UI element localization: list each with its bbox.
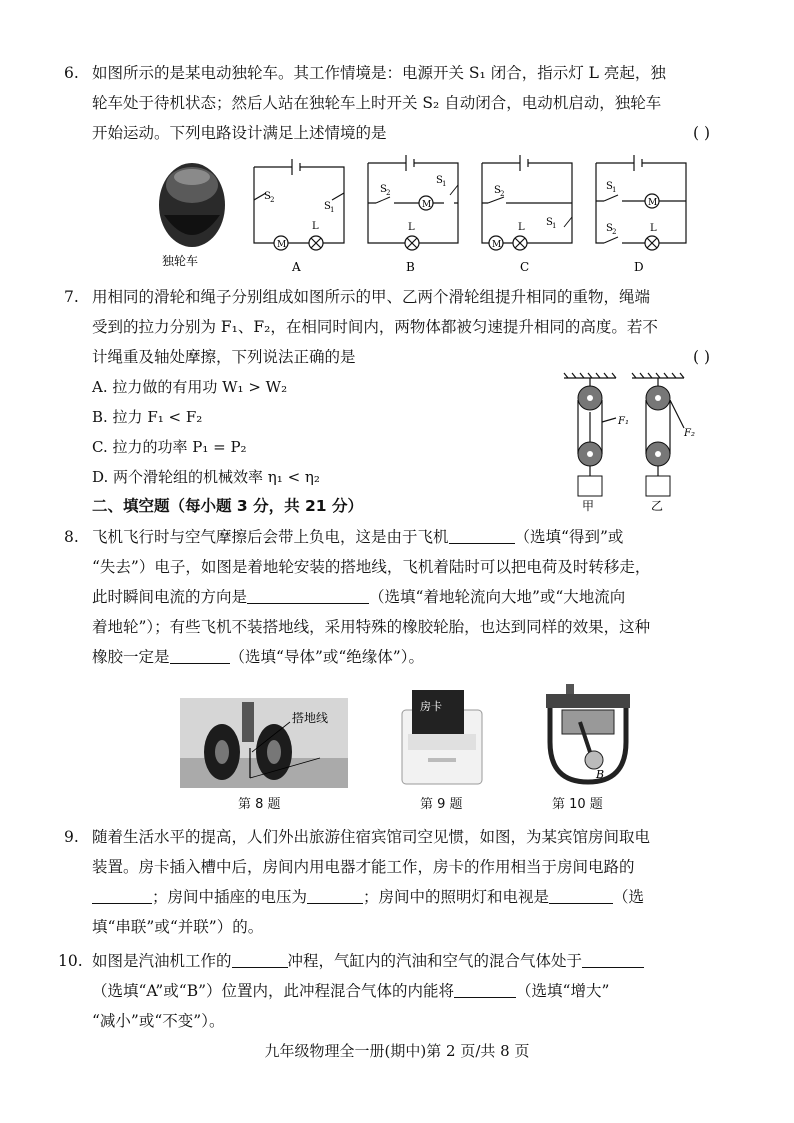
svg-text:S: S [380, 184, 387, 195]
circuit-b [360, 155, 465, 275]
svg-text:S: S [494, 185, 501, 196]
ground-wire-label: 搭地线 [292, 711, 329, 725]
section-heading: 二、填空题（每小题 3 分，共 21 分） [92, 497, 363, 515]
unicycle-photo [150, 155, 240, 270]
svg-text:M: M [492, 240, 502, 250]
svg-text:S: S [606, 181, 613, 192]
svg-text:M: M [422, 200, 432, 210]
page-footer: 九年级物理全一册(期中)第 2 页/共 8 页 [264, 1042, 530, 1060]
question-text-line: 填“串联”或“并联”）的。 [92, 918, 264, 936]
answer-blank[interactable] [170, 645, 230, 664]
question-text-line: 受到的拉力分别为 F₁、F₂，在相同时间内，两物体都被匀速提升相同的高度。若不 [92, 318, 658, 336]
option-label: C [520, 260, 530, 274]
svg-text:S: S [264, 191, 271, 202]
question-text-line: 用相同的滑轮和绳子分别组成如图所示的甲、乙两个滑轮组提升相同的重物，绳端 [92, 288, 651, 306]
question-number: 10. [58, 952, 83, 970]
force-label: F₂ [684, 428, 695, 439]
svg-text:2: 2 [270, 196, 275, 204]
svg-text:1: 1 [442, 180, 447, 188]
figure-label: 乙 [651, 499, 664, 512]
answer-blank[interactable] [232, 949, 288, 968]
question-number: 7. [64, 288, 79, 306]
svg-text:L: L [312, 221, 319, 232]
question-text-line: 计绳重及轴处摩擦，下列说法正确的是 ( ) [92, 342, 702, 372]
svg-text:2: 2 [500, 190, 505, 198]
svg-text:1: 1 [612, 186, 617, 194]
svg-text:M: M [277, 240, 287, 250]
circuit-c [474, 155, 579, 275]
question-number: 6. [64, 64, 79, 82]
circuit-d [588, 155, 693, 275]
landing-gear-photo [180, 698, 348, 788]
question-number: 9. [64, 828, 79, 846]
figure-caption: 第 9 题 [420, 797, 463, 812]
svg-text:S: S [546, 217, 553, 228]
svg-text:L: L [408, 222, 415, 233]
svg-text:1: 1 [330, 206, 335, 214]
option-label: D [634, 260, 644, 274]
question-text-line: 如图所示的是某电动独轮车。其工作情境是：电源开关 S₁ 闭合，指示灯 L 亮起，独 [92, 64, 666, 82]
answer-blank[interactable] [307, 885, 363, 904]
answer-blank[interactable] [449, 525, 515, 544]
unicycle-caption: 独轮车 [162, 254, 199, 268]
answer-blank[interactable] [454, 979, 516, 998]
svg-text:M: M [648, 198, 658, 208]
question-text-line: 轮车处于待机状态；然后人站在独轮车上时开关 S₂ 自动闭合，电动机启动，独轮车 [92, 94, 662, 112]
question-text-line: 开始运动。下列电路设计满足上述情境的是 ( ) [92, 118, 702, 148]
answer-bracket: ( ) [692, 124, 710, 142]
svg-text:1: 1 [552, 222, 557, 230]
svg-text:2: 2 [386, 189, 391, 197]
force-label: F₁ [618, 416, 629, 427]
answer-bracket: ( ) [692, 348, 710, 366]
svg-text:L: L [650, 223, 657, 234]
figure-caption: 第 8 题 [238, 797, 281, 812]
answer-blank[interactable] [92, 885, 152, 904]
figure-caption: 第 10 题 [552, 797, 603, 812]
svg-text:S: S [436, 175, 443, 186]
option-d: D. 两个滑轮组的机械效率 η₁ < η₂ [92, 468, 320, 486]
option-c: C. 拉力的功率 P₁ = P₂ [92, 438, 247, 456]
question-8: 8. 飞机飞行时与空气摩擦后会带上负电，这是由于飞机 （选填“得到”或 “失去”）电子，如图是着地轮安装的搭地线，飞机着陆时可以把电荷及时转移走， 此时瞬间电流的方向是 （选填“着地轮流向大地”或“大地流向 着地轮”）；有些飞机不装搭地线，采用特殊的橡胶轮胎，也达到同样的效果，这种 橡胶一定是 （选填“导体”或“绝缘体”）。 [92, 522, 702, 672]
question-9: 9. 随着生活水平的提高，人们外出旅游住宿宾馆司空见惯，如图，为某宾馆房间取电 装置。房卡插入槽中后，房间内用电器才能工作，房卡的作用相当于房间电路的 ；房间中插座的电压为 ；房间中的照明灯和电视是 （选 填“串联”或“并联”）的。 [92, 822, 702, 942]
svg-text:L: L [518, 222, 525, 233]
answer-blank[interactable] [247, 585, 369, 604]
engine-cylinder-diagram [540, 682, 636, 788]
question-text-line: “减小”或“不变”）。 [92, 1012, 225, 1030]
option-a: A. 拉力做的有用功 W₁ > W₂ [92, 378, 288, 396]
question-10: 10. 如图是汽油机工作的 冲程，气缸内的汽油和空气的混合气体处于 （选填“A”或“B”）位置内，此冲程混合气体的内能将 （选填“增大” “减小”或“不变”）。 [92, 946, 702, 1036]
option-b: B. 拉力 F₁ < F₂ [92, 408, 203, 426]
answer-blank[interactable] [582, 949, 644, 968]
question-number: 8. [64, 528, 79, 546]
position-b-label: B [596, 768, 605, 781]
key-card-slot-photo [398, 688, 486, 788]
option-label: B [406, 260, 415, 274]
option-label: A [292, 260, 301, 274]
svg-text:S: S [324, 201, 331, 212]
circuit-a [246, 155, 351, 275]
answer-blank[interactable] [549, 885, 613, 904]
question-text-line: 随着生活水平的提高，人们外出旅游住宿宾馆司空见惯，如图，为某宾馆房间取电 [92, 828, 651, 846]
question-6 [64, 58, 710, 148]
question-text-line: “失去”）电子，如图是着地轮安装的搭地线，飞机着陆时可以把电荷及时转移走， [92, 558, 651, 576]
pulley-systems-figure [560, 372, 710, 512]
question-text-line: 装置。房卡插入槽中后，房间内用电器才能工作，房卡的作用相当于房间电路的 [92, 858, 635, 876]
svg-text:2: 2 [612, 228, 617, 236]
question-text-line: 着地轮”）；有些飞机不装搭地线，采用特殊的橡胶轮胎，也达到同样的效果，这种 [92, 618, 651, 636]
key-card-label: 房卡 [420, 700, 442, 713]
figure-label: 甲 [582, 499, 595, 512]
svg-text:S: S [606, 223, 613, 234]
